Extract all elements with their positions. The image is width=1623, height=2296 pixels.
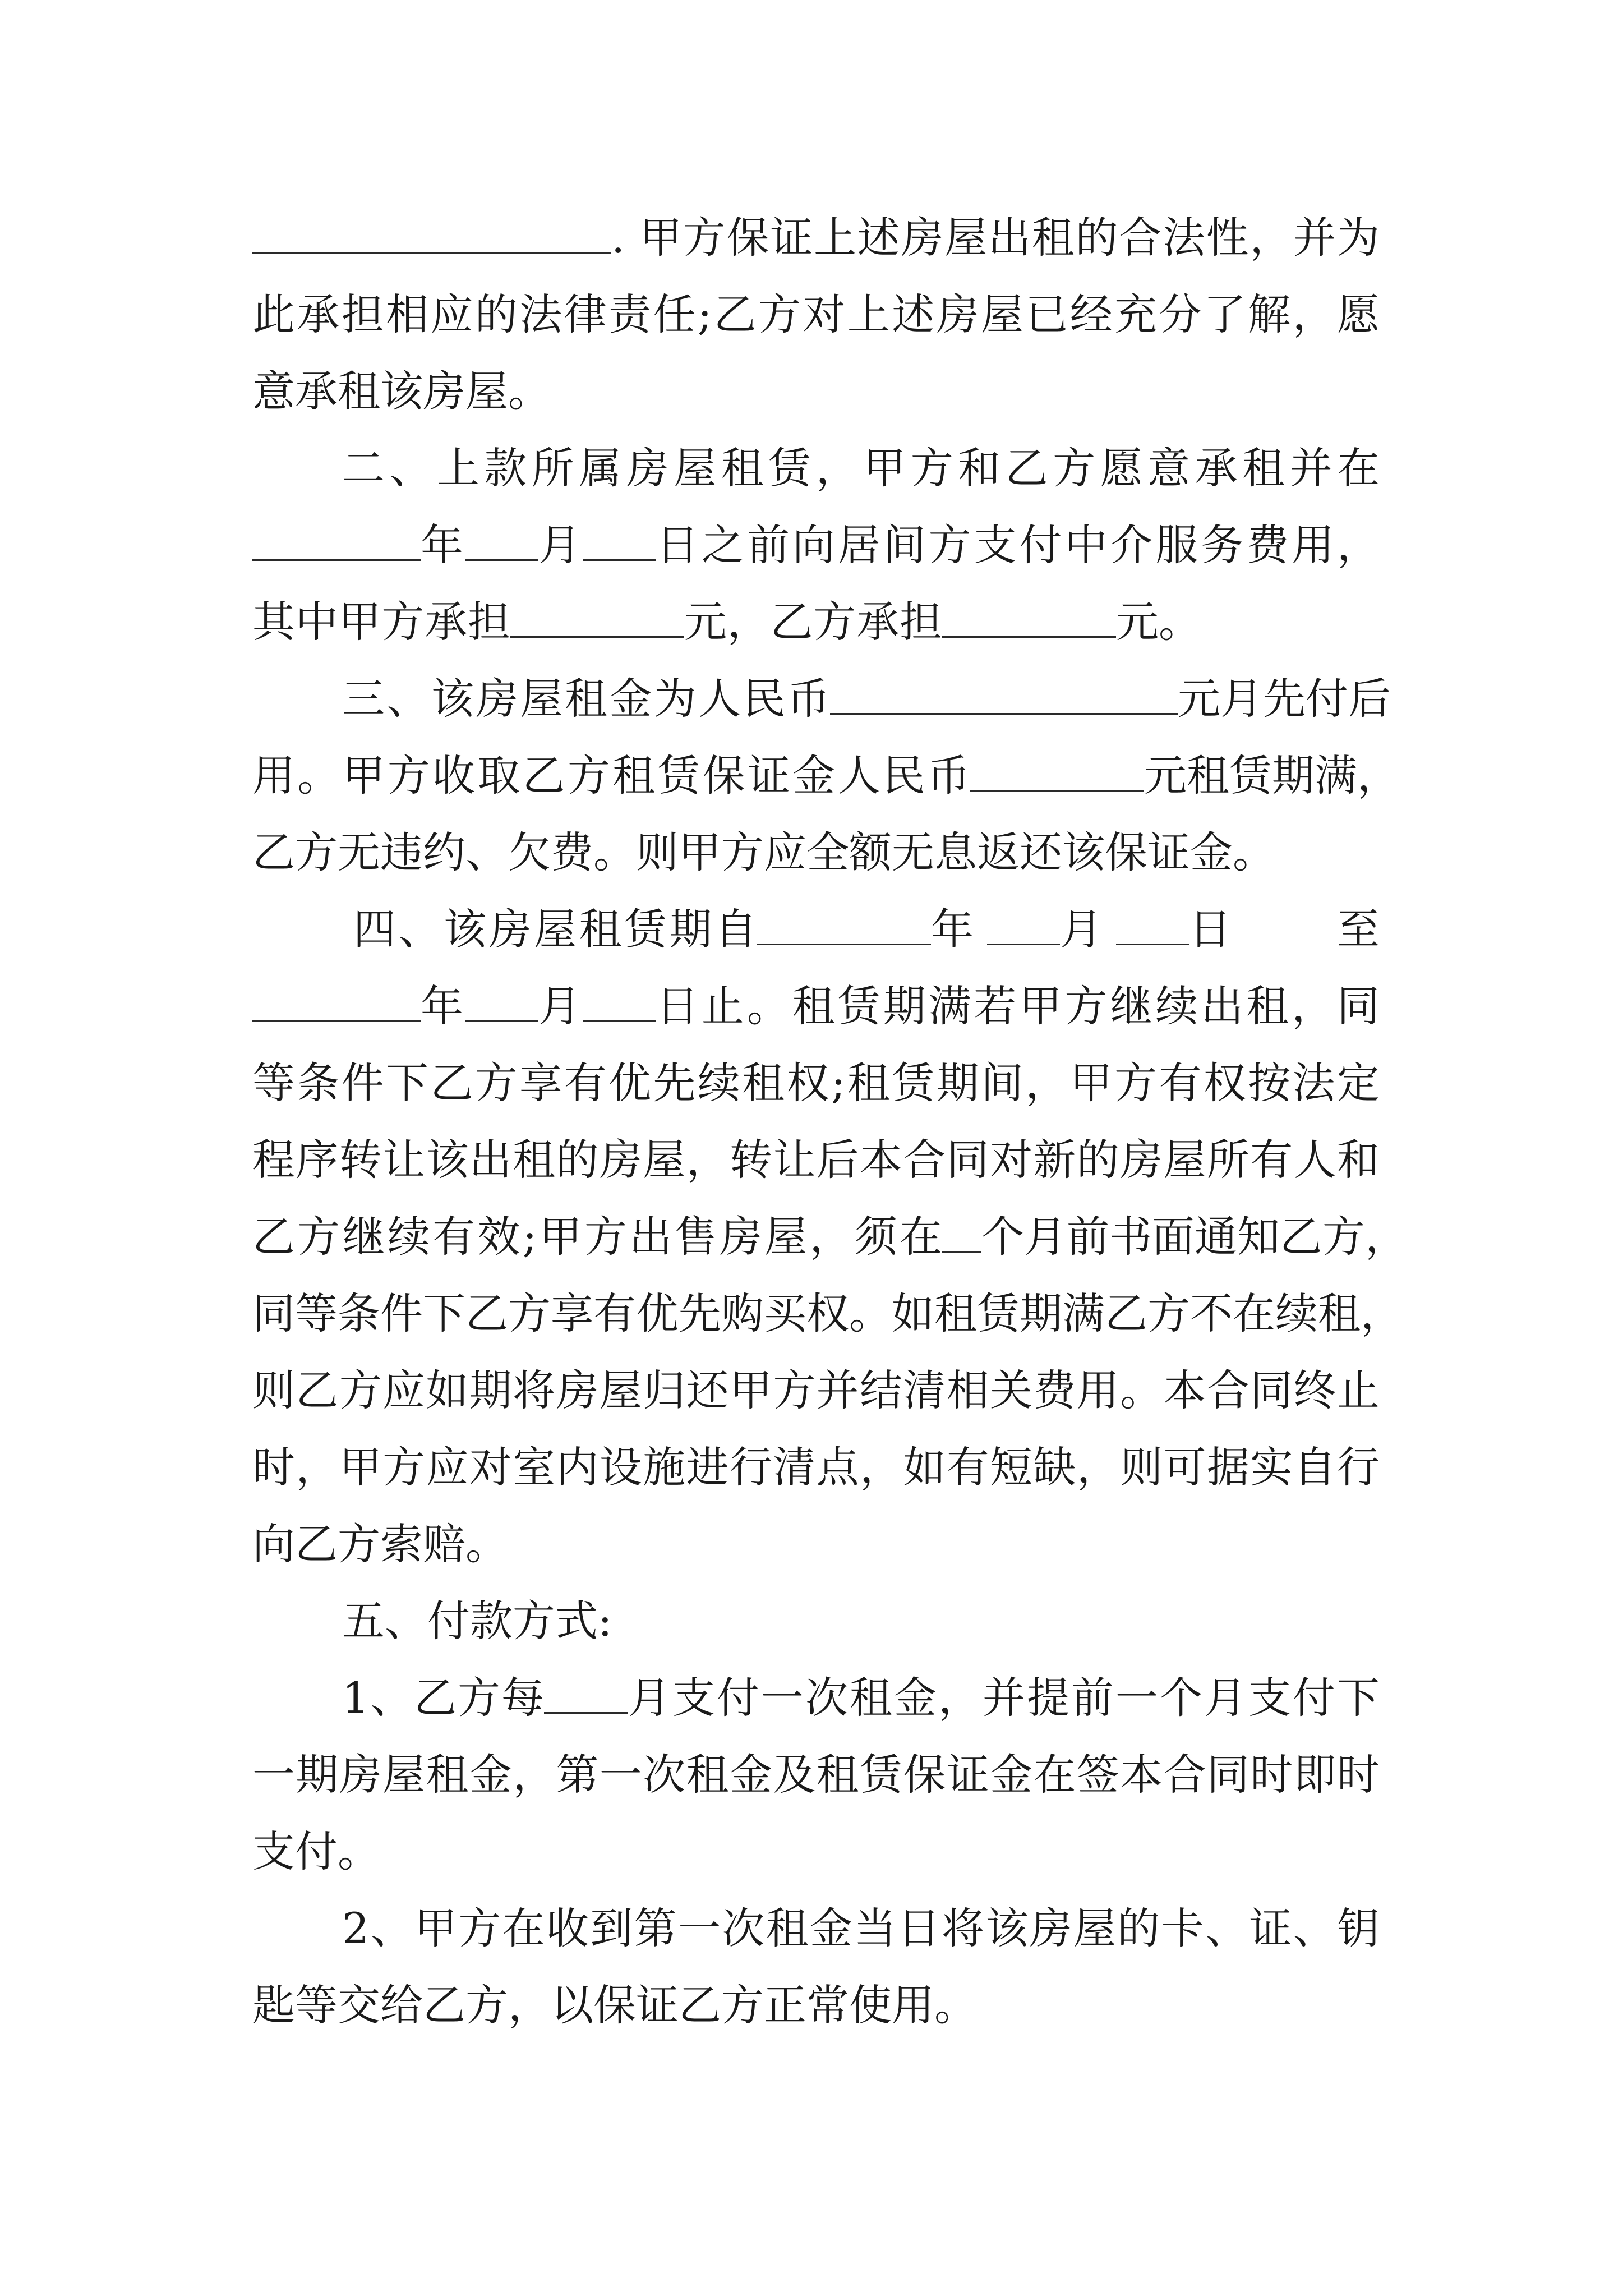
text-line bbox=[252, 1582, 1380, 1659]
text-segment: 乙方继续有效;甲方出售房屋，须在 bbox=[252, 1212, 942, 1262]
text-segment: 支付。 bbox=[252, 1826, 380, 1876]
fill-in-blank bbox=[970, 737, 1144, 814]
fill-in-blank bbox=[583, 507, 656, 583]
text-segment: 元月先付后 bbox=[1178, 674, 1391, 724]
text-segment: 时，甲方应对室内设施进行清点，如有短缺，则可据实自行 bbox=[252, 1442, 1380, 1492]
fill-in-blank bbox=[544, 1659, 628, 1736]
text-segment: 元。 bbox=[1116, 597, 1201, 647]
text-line bbox=[252, 1736, 1380, 1813]
text-segment: 个月前书面通知乙方， bbox=[981, 1212, 1408, 1262]
fill-in-blank bbox=[510, 583, 684, 660]
text-segment: 二、上款所属房屋租赁，甲方和乙方愿意承租并在 bbox=[342, 443, 1380, 493]
fill-in-blank bbox=[465, 968, 538, 1045]
text-line bbox=[252, 1429, 1380, 1506]
text-segment: 其中甲方承担 bbox=[252, 597, 510, 647]
text-segment: 四、该房屋租赁期自 bbox=[353, 904, 757, 954]
text-segment: 三、该房屋租金为人民币 bbox=[342, 674, 830, 724]
text-segment: 等条件下乙方享有优先续租权;租赁期间，甲方有权按法定 bbox=[252, 1058, 1380, 1108]
text-segment: 日之前向居间方支付中介服务费用， bbox=[656, 520, 1380, 570]
fill-in-blank bbox=[583, 968, 656, 1045]
fill-in-blank bbox=[465, 507, 538, 583]
text-line bbox=[252, 968, 1380, 1045]
text-line bbox=[252, 1506, 1380, 1582]
text-line bbox=[252, 199, 1380, 276]
text-line bbox=[252, 1890, 1380, 1967]
text-segment: 程序转让该出租的房屋，转让后本合同对新的房屋所有人和 bbox=[252, 1135, 1380, 1185]
text-segment: 月支付一次租金，并提前一个月支付下 bbox=[628, 1673, 1380, 1723]
text-line bbox=[252, 1198, 1408, 1275]
text-segment: 年 bbox=[421, 520, 463, 570]
text-line bbox=[252, 737, 1400, 814]
text-segment: 元，乙方承担 bbox=[684, 597, 942, 647]
text-segment: 月 bbox=[538, 520, 581, 570]
text-segment: 乙方无违约、欠费。则甲方应全额无息返还该保证金。 bbox=[252, 827, 1275, 877]
text-segment: 年 bbox=[931, 904, 974, 954]
text-segment: 日止。租赁期满若甲方继续出租，同 bbox=[656, 981, 1380, 1031]
fill-in-blank bbox=[942, 1198, 981, 1275]
text-segment: 日至 bbox=[1189, 904, 1380, 954]
text-segment: 月 bbox=[538, 981, 581, 1031]
text-line bbox=[252, 1045, 1380, 1121]
text-segment: 元租赁期满， bbox=[1144, 751, 1400, 800]
text-line bbox=[252, 814, 1380, 891]
fill-in-blank bbox=[1116, 891, 1189, 968]
text-segment: 月 bbox=[1060, 904, 1103, 954]
fill-in-blank bbox=[252, 968, 421, 1045]
text-segment: 则乙方应如期将房屋归还甲方并结清相关费用。本合同终止 bbox=[252, 1365, 1380, 1415]
fill-in-blank bbox=[987, 891, 1060, 968]
text-segment: 同等条件下乙方享有优先购买权。如租赁期满乙方不在续租， bbox=[252, 1289, 1403, 1338]
text-line bbox=[252, 276, 1380, 353]
fill-in-blank bbox=[252, 507, 421, 583]
contract-page bbox=[252, 199, 1408, 2044]
text-line bbox=[252, 507, 1380, 583]
text-segment: 五、付款方式: bbox=[342, 1596, 612, 1646]
text-line bbox=[252, 1813, 1380, 1890]
text-line bbox=[252, 891, 1380, 968]
text-line bbox=[252, 660, 1391, 737]
text-line bbox=[252, 583, 1380, 660]
text-line bbox=[252, 353, 1380, 430]
text-segment: 年 bbox=[421, 981, 463, 1031]
text-segment: . 甲方保证上述房屋出租的合法性，并为 bbox=[611, 213, 1380, 263]
text-segment: 意承租该房屋。 bbox=[252, 366, 551, 416]
text-line bbox=[252, 1352, 1380, 1429]
fill-in-blank bbox=[830, 660, 1178, 737]
text-line bbox=[252, 1121, 1380, 1198]
text-line bbox=[252, 430, 1380, 507]
text-segment: 向乙方索赔。 bbox=[252, 1519, 508, 1569]
text-line bbox=[252, 1275, 1403, 1352]
text-segment: 一期房屋租金，第一次租金及租赁保证金在签本合同时即时 bbox=[252, 1750, 1380, 1800]
fill-in-blank bbox=[757, 891, 931, 968]
fill-in-blank bbox=[252, 199, 611, 276]
text-segment: 此承担相应的法律责任;乙方对上述房屋已经充分了解，愿 bbox=[252, 289, 1380, 339]
text-line bbox=[252, 1659, 1380, 1736]
text-line bbox=[252, 1967, 1380, 2044]
text-segment: 用。甲方收取乙方租赁保证金人民币 bbox=[252, 751, 970, 800]
text-segment: 匙等交给乙方，以保证乙方正常使用。 bbox=[252, 1980, 977, 2030]
text-segment: 2、甲方在收到第一次租金当日将该房屋的卡、证、钥 bbox=[342, 1903, 1380, 1953]
fill-in-blank bbox=[942, 583, 1116, 660]
text-segment: 1、乙方每 bbox=[342, 1673, 544, 1723]
